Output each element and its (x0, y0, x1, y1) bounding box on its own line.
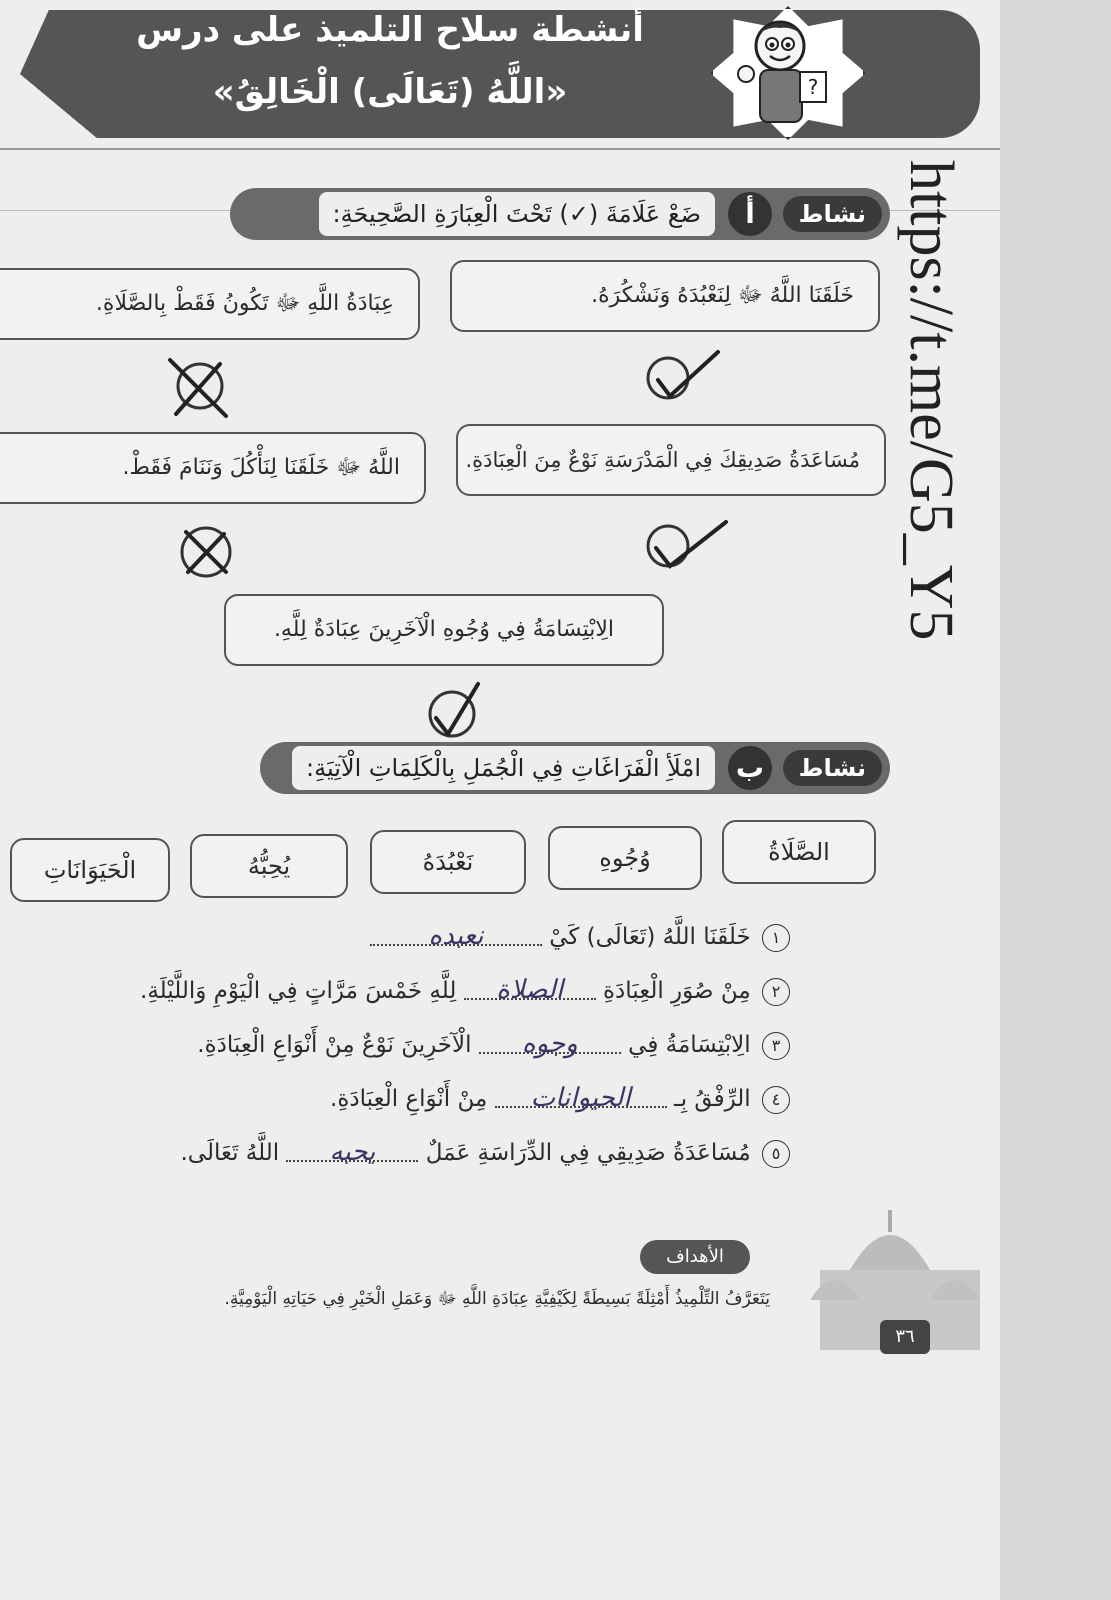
fill-sentence-3 (197, 1024, 790, 1064)
sentence-text: مِنْ صُوَرِ الْعِبَادَةِ (602, 978, 751, 1004)
statement-2: عِبَادَةُ اللَّهِ ﷻ تَكُونُ فَقَطْ بِالصَّلَاةِ. (0, 268, 420, 340)
sentence-number: ٥ (762, 1140, 790, 1168)
word-bank-item: نَعْبُدَهُ (370, 830, 526, 894)
sentence-number: ١ (762, 924, 790, 952)
fill-sentence-5 (180, 1132, 790, 1172)
fill-sentence-1 (370, 916, 790, 956)
word-bank-item: وُجُوهِ (548, 826, 702, 890)
check-mark-icon (640, 340, 730, 420)
header-subtitle: «اللَّهُ (تَعَالَى) الْخَالِقُ» (212, 72, 568, 112)
answer-blank[interactable]: يحبه (286, 1132, 418, 1162)
statement-1: خَلَقَنَا اللَّهُ ﷻ لِنَعْبُدَهُ وَنَشْكُرَهُ. (450, 260, 880, 332)
svg-text:?: ? (807, 75, 819, 99)
sentence-text: خَلَقَنَا اللَّهُ (تَعَالَى) كَيْ (549, 924, 751, 950)
sentence-text: الْآخَرِينَ نَوْعٌ مِنْ أَنْوَاعِ الْعِبَادَةِ. (197, 1032, 472, 1058)
sentence-text: الِابْتِسَامَةُ فِي (628, 1032, 751, 1058)
answer-blank[interactable]: وجوه (479, 1024, 621, 1054)
sentence-number: ٤ (762, 1086, 790, 1114)
header-rule (0, 148, 1000, 150)
objective-text: يَتَعَرَّفُ التِّلْمِيذُ أَمْثِلَةً بَسِيطَةً لِكَيْفِيَّةِ عِبَادَةِ اللَّهِ ﷻ وَعَمَلِ الْخَيْرِ فِي حَيَاتِهِ الْيَوْمِيَّةِ. (224, 1289, 770, 1309)
word-bank-item: الصَّلَاةُ (722, 820, 876, 884)
fill-sentence-2 (140, 970, 790, 1010)
activity-a-instruction: ضَعْ عَلَامَةَ (✓) تَحْتَ الْعِبَارَةِ الصَّحِيحَةِ: (319, 192, 715, 236)
answer-blank[interactable]: نعبده (370, 916, 542, 946)
sentence-text: مُسَاعَدَةُ صَدِيقِي فِي الدِّرَاسَةِ عَمَلٌ (425, 1140, 751, 1166)
objectives-label: الأهداف (640, 1240, 750, 1274)
sentence-number: ٢ (762, 978, 790, 1006)
word-bank-item: يُحِبُّهُ (190, 834, 348, 898)
statement-3: مُسَاعَدَةُ صَدِيقِكَ فِي الْمَدْرَسَةِ نَوْعٌ مِنَ الْعِبَادَةِ. (456, 424, 886, 496)
page-number: ٣٦ (880, 1320, 930, 1354)
header-title: أنشطة سلاح التلميذ على درس (136, 10, 644, 50)
sentence-text: الرِّفْقُ بِـ (673, 1086, 751, 1112)
activity-a-letter: أ (728, 192, 772, 236)
answer-blank[interactable]: الحيوانات (495, 1078, 667, 1108)
activity-a-tag: نشاط (783, 196, 882, 232)
word-bank-item: الْحَيَوَانَاتِ (10, 838, 170, 902)
sentence-text: اللَّهُ تَعَالَى. (180, 1140, 280, 1166)
activity-b-tag: نشاط (783, 750, 882, 786)
fill-sentence-4 (330, 1078, 790, 1118)
cross-mark-icon (160, 350, 250, 430)
statement-4: اللَّهُ ﷻ خَلَقَنَا لِنَأْكُلَ وَنَنَامَ فَقَطْ. (0, 432, 426, 504)
student-mascot-icon (730, 12, 840, 132)
statement-5: الِابْتِسَامَةُ فِي وُجُوهِ الْآخَرِينَ عِبَادَةٌ لِلَّهِ. (224, 594, 664, 666)
desk-background (1000, 0, 1111, 1600)
activity-b-letter: ب (728, 746, 772, 790)
telegram-watermark: https://t.me/G5_Y5 (897, 160, 965, 641)
activity-b-instruction: امْلَأِ الْفَرَاغَاتِ فِي الْجُمَلِ بِالْكَلِمَاتِ الْآتِيَةِ: (292, 746, 715, 790)
cross-mark-icon (166, 514, 256, 594)
sentence-text: لِلَّهِ خَمْسَ مَرَّاتٍ فِي الْيَوْمِ وَاللَّيْلَةِ. (140, 978, 457, 1004)
sentence-number: ٣ (762, 1032, 790, 1060)
sentence-text: مِنْ أَنْوَاعِ الْعِبَادَةِ. (330, 1086, 488, 1112)
activity-b-heading (260, 742, 890, 794)
activity-a-heading (230, 188, 890, 240)
check-mark-icon (640, 508, 730, 588)
answer-blank[interactable]: الصلاة (464, 970, 596, 1000)
